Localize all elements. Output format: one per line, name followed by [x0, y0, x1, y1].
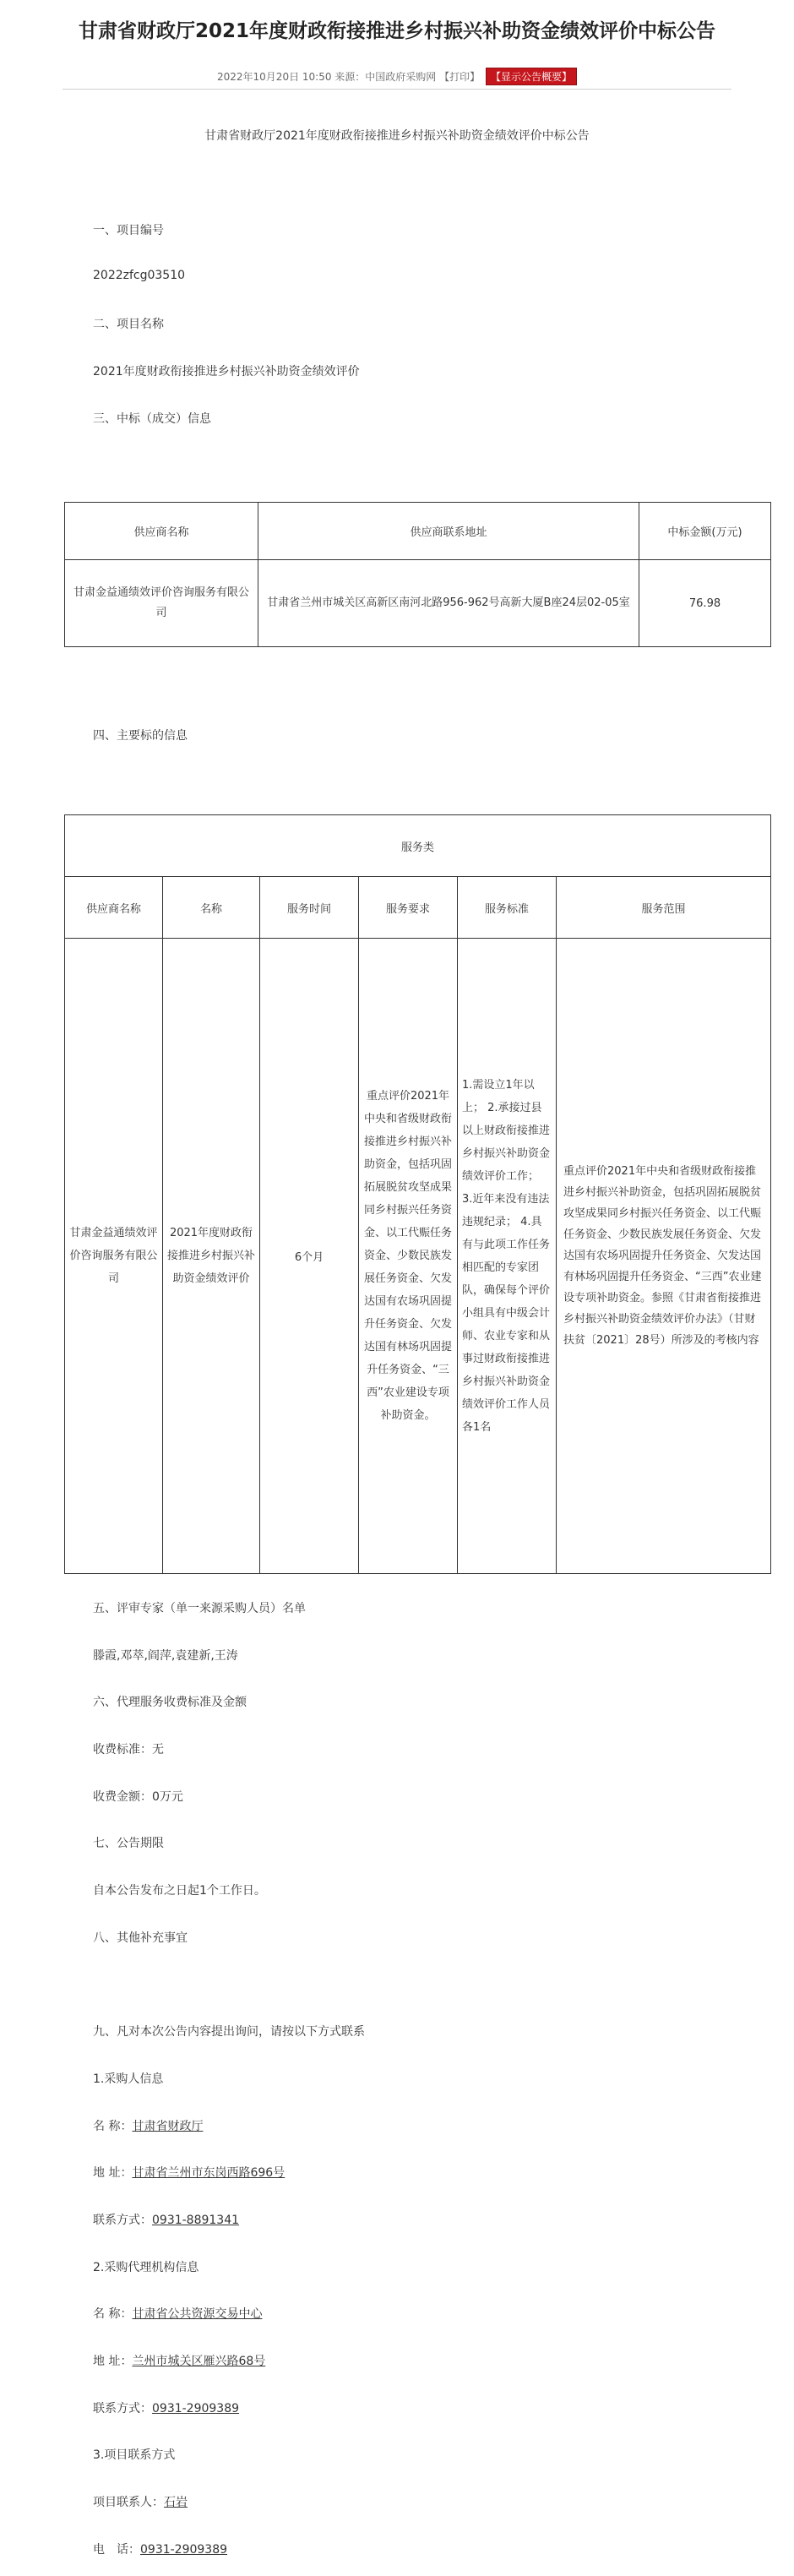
expert-list: 滕霞,邓萃,阎萍,袁建新,王涛 [93, 1649, 238, 1663]
section-1-title: 一、项目编号 [93, 224, 164, 237]
purchaser-phone-label: 联系方式： [93, 2214, 152, 2227]
project-contact-heading: 3.项目联系方式 [93, 2448, 176, 2462]
article-meta [0, 68, 794, 85]
purchaser-address-label: 地 址： [93, 2166, 133, 2180]
purchaser-heading: 1.采购人信息 [93, 2072, 164, 2086]
purchaser-phone: 0931-8891341 [152, 2214, 240, 2227]
publish-info: 2022年10月20日 10:50 来源：中国政府采购网 [217, 71, 437, 83]
project-person: 石岩 [164, 2496, 188, 2509]
agency-name-row [93, 2305, 262, 2322]
winner-supplier: 甘肃金益通绩效评价咨询服务有限公司 [65, 560, 258, 647]
service-name: 2021年度财政衔接推进乡村振兴补助资金绩效评价 [163, 939, 260, 1574]
service-caption: 服务类 [65, 815, 771, 877]
service-header-requirement: 服务要求 [359, 877, 458, 939]
purchaser-address: 甘肃省兰州市东岗西路696号 [132, 2166, 286, 2180]
project-number: 2022zfcg03510 [93, 269, 186, 282]
section-9-title: 九、凡对本次公告内容提出询问，请按以下方式联系 [93, 2025, 365, 2039]
project-phone: 0931-2909389 [140, 2543, 228, 2557]
section-6-title: 六、代理服务收费标准及金额 [93, 1696, 247, 1709]
purchaser-name: 甘肃省财政厅 [132, 2120, 204, 2133]
winner-header-address: 供应商联系地址 [258, 503, 639, 560]
agency-heading: 2.采购代理机构信息 [93, 2261, 199, 2274]
agency-address-label: 地 址： [93, 2355, 133, 2368]
service-header-standard: 服务标准 [458, 877, 557, 939]
project-name: 2021年度财政衔接推进乡村振兴补助资金绩效评价 [93, 365, 360, 379]
section-5-title: 五、评审专家（单一来源采购人员）名单 [93, 1602, 306, 1615]
notice-period: 自本公告发布之日起1个工作日。 [93, 1884, 266, 1898]
agency-phone-label: 联系方式： [93, 2402, 152, 2415]
service-requirement: 重点评价2021年中央和省级财政衔接推进乡村振兴补助资金，包括巩固拓展脱贫攻坚成果同乡村振兴任务资金、以工代赈任务资金、少数民族发展任务资金、欠发达国有农场巩固提升任务资金、欠发达国有林场巩固提升任务资金、“三西”农业建设专项补助资金。 [359, 939, 458, 1574]
purchaser-name-row [93, 2117, 203, 2134]
purchaser-phone-row [93, 2211, 239, 2228]
winner-header-supplier: 供应商名称 [65, 503, 258, 560]
service-header-scope: 服务范围 [557, 877, 771, 939]
print-link[interactable]: 【打印】 [439, 71, 481, 83]
agency-name: 甘肃省公共资源交易中心 [132, 2307, 263, 2321]
service-header-supplier: 供应商名称 [65, 877, 163, 939]
winner-table [64, 502, 771, 647]
winner-address: 甘肃省兰州市城关区高新区南河北路956-962号高新大厦B座24层02-05室 [258, 560, 639, 647]
winner-header-amount: 中标金额(万元) [639, 503, 771, 560]
purchaser-address-row [93, 2164, 285, 2181]
service-scope: 重点评价2021年中央和省级财政衔接推进乡村振兴补助资金，包括巩固拓展脱贫攻坚成果同乡村振兴任务资金、以工代赈任务资金、少数民族发展任务资金、欠发达国有农场巩固提升任务资金、欠发达国有林场巩固提升任务资金、“三西”农业建设专项补助资金。参照《甘肃省衔接推进乡村振兴补助资金绩效评价办法》（甘财扶贫〔2021〕28号）所涉及的考核内容 [557, 939, 771, 1574]
service-supplier: 甘肃金益通绩效评价咨询服务有限公司 [65, 939, 163, 1574]
service-time: 6个月 [260, 939, 359, 1574]
title-divider [63, 89, 731, 90]
project-person-label: 项目联系人： [93, 2496, 164, 2509]
service-header-name: 名称 [163, 877, 260, 939]
agency-phone-row [93, 2399, 239, 2416]
fee-standard: 收费标准：无 [93, 1743, 164, 1756]
service-header-time: 服务时间 [260, 877, 359, 939]
project-phone-row [93, 2541, 227, 2557]
winner-amount: 76.98 [639, 560, 771, 647]
section-2-title: 二、项目名称 [93, 318, 164, 331]
show-summary-button[interactable]: 【显示公告概要】 [486, 68, 577, 85]
service-standard: 1.需设立1年以上； 2.承接过县以上财政衔接推进乡村振兴补助资金绩效评价工作； 3.近年来没有违法违规纪录； 4.具有与此项工作任务相匹配的专家团队，确保每个评价小组具有中级会计师、农业专家和从事过财政衔接推进乡村振兴补助资金绩效评价工作人员各1名 [458, 939, 557, 1574]
project-phone-label: 电 话： [93, 2543, 140, 2557]
project-person-row [93, 2493, 188, 2510]
agency-name-label: 名 称： [93, 2307, 133, 2321]
page-title: 甘肃省财政厅2021年度财政衔接推进乡村振兴补助资金绩效评价中标公告 [78, 20, 715, 42]
agency-address: 兰州市城关区雁兴路68号 [132, 2355, 266, 2368]
section-4-title: 四、主要标的信息 [93, 729, 188, 743]
service-table [64, 814, 771, 1574]
announcement-subtitle: 甘肃省财政厅2021年度财政衔接推进乡村振兴补助资金绩效评价中标公告 [204, 129, 590, 143]
section-8-title: 八、其他补充事宜 [93, 1931, 188, 1945]
agency-address-row [93, 2352, 265, 2369]
purchaser-name-label: 名 称： [93, 2120, 133, 2133]
section-7-title: 七、公告期限 [93, 1837, 164, 1850]
section-3-title: 三、中标（成交）信息 [93, 412, 211, 426]
fee-amount: 收费金额：0万元 [93, 1790, 183, 1804]
agency-phone: 0931-2909389 [152, 2402, 240, 2415]
